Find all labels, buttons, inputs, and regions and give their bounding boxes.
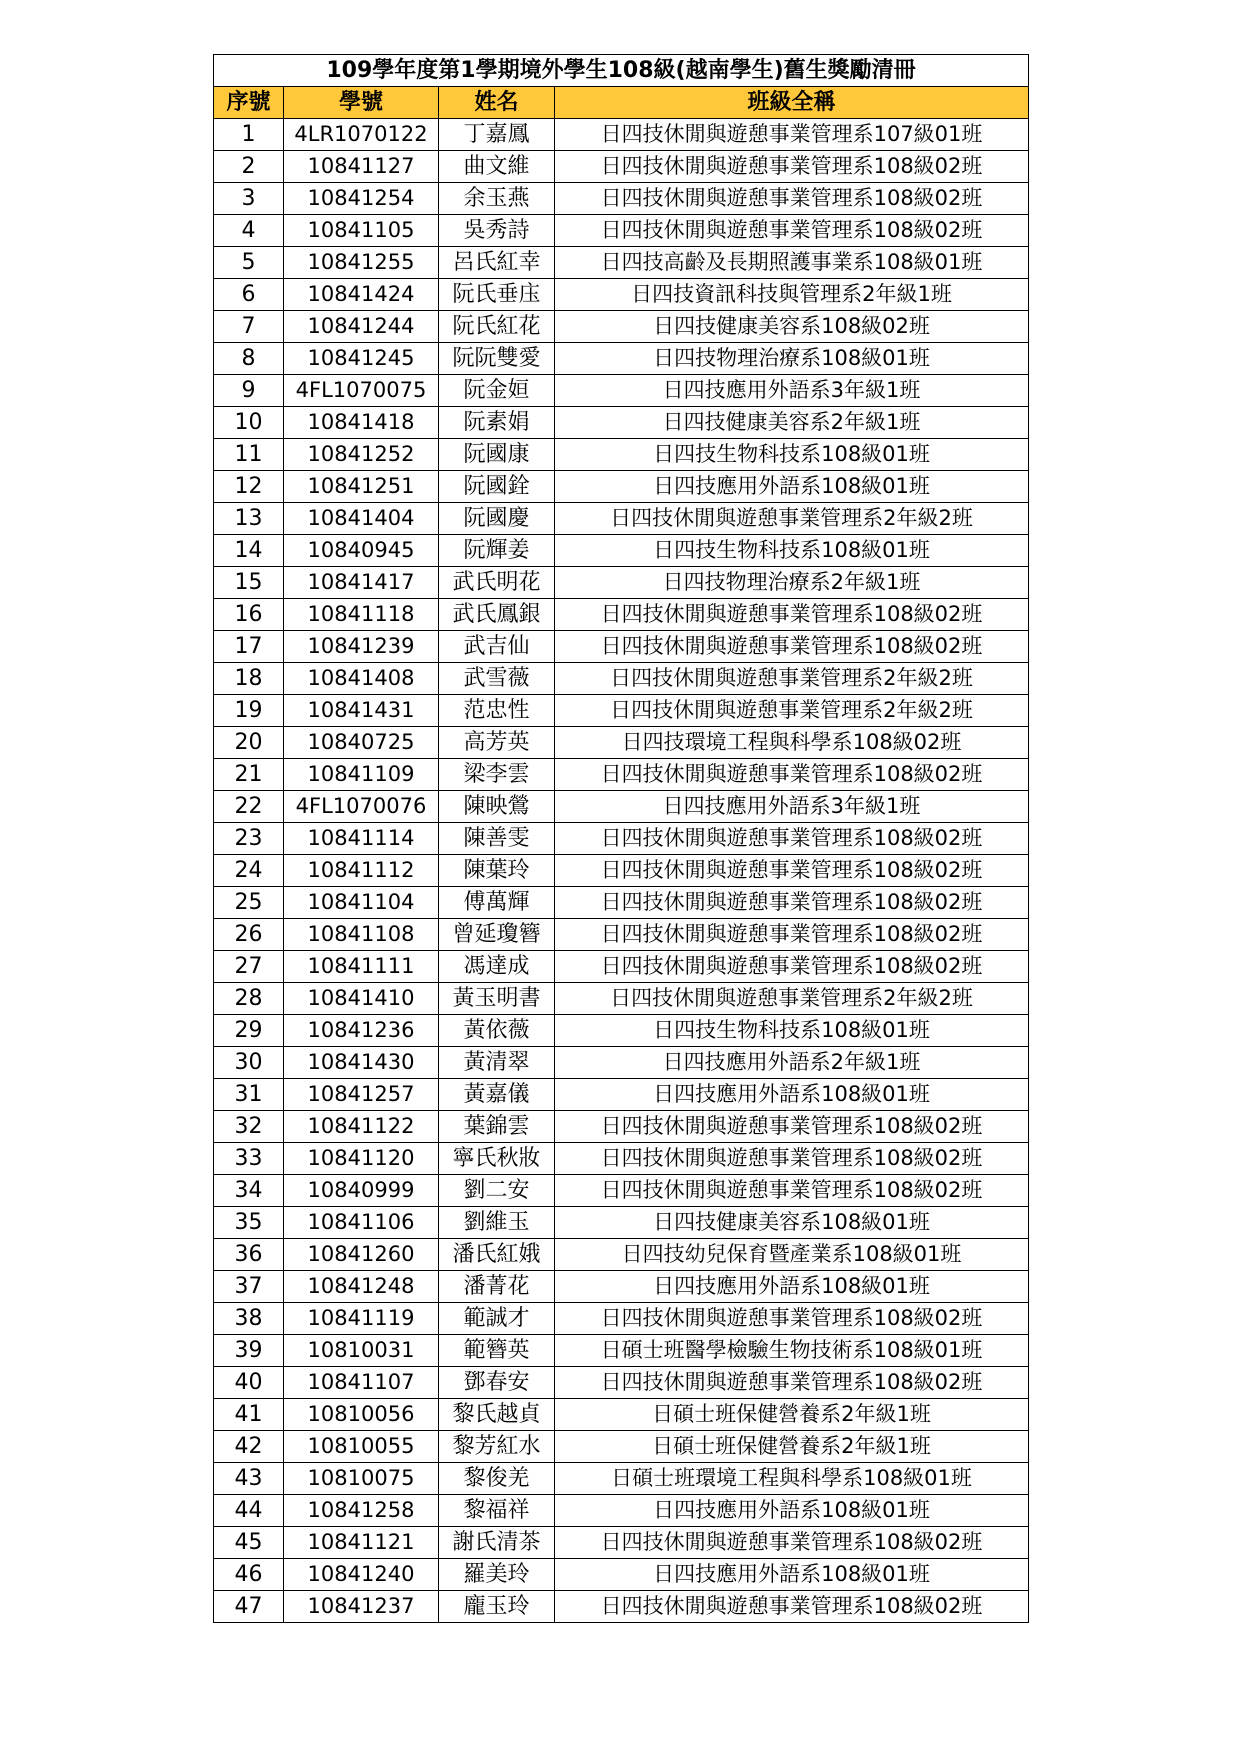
- seq-cell: 17: [214, 631, 284, 663]
- seq-cell: 25: [214, 887, 284, 919]
- student-id-cell: 10841106: [284, 1207, 439, 1239]
- seq-cell: 4: [214, 215, 284, 247]
- table-row: [214, 1143, 1029, 1175]
- seq-cell: 10: [214, 407, 284, 439]
- student-id-cell: 10841260: [284, 1239, 439, 1271]
- name-cell: 梁李雲: [439, 759, 555, 791]
- table-row: [214, 279, 1029, 311]
- student-id-cell: 10841119: [284, 1303, 439, 1335]
- class-cell: 日四技應用外語系108級01班: [555, 471, 1029, 503]
- student-id-cell: 10810075: [284, 1463, 439, 1495]
- student-id-cell: 4FL1070076: [284, 791, 439, 823]
- student-id-cell: 10841251: [284, 471, 439, 503]
- table-row: [214, 951, 1029, 983]
- seq-cell: 37: [214, 1271, 284, 1303]
- student-id-cell: 10841430: [284, 1047, 439, 1079]
- student-id-cell: 10841410: [284, 983, 439, 1015]
- name-cell: 黎芳紅水: [439, 1431, 555, 1463]
- student-id-cell: 10841121: [284, 1527, 439, 1559]
- header-student-id: 學號: [284, 87, 439, 119]
- class-cell: 日四技休閒與遊憩事業管理系108級02班: [555, 1527, 1029, 1559]
- table-row: [214, 695, 1029, 727]
- student-id-cell: 10841120: [284, 1143, 439, 1175]
- student-id-cell: 10841418: [284, 407, 439, 439]
- class-cell: 日四技休閒與遊憩事業管理系108級02班: [555, 183, 1029, 215]
- class-cell: 日四技環境工程與科學系108級02班: [555, 727, 1029, 759]
- class-cell: 日四技物理治療系108級01班: [555, 343, 1029, 375]
- seq-cell: 14: [214, 535, 284, 567]
- table-row: [214, 1399, 1029, 1431]
- class-cell: 日四技應用外語系3年級1班: [555, 791, 1029, 823]
- name-cell: 傅萬輝: [439, 887, 555, 919]
- seq-cell: 29: [214, 1015, 284, 1047]
- class-cell: 日四技休閒與遊憩事業管理系108級02班: [555, 151, 1029, 183]
- table-row: [214, 1175, 1029, 1207]
- seq-cell: 39: [214, 1335, 284, 1367]
- table-row: [214, 1079, 1029, 1111]
- class-cell: 日四技高齡及長期照護事業系108級01班: [555, 247, 1029, 279]
- table-row: [214, 1591, 1029, 1623]
- name-cell: 曲文維: [439, 151, 555, 183]
- table-row: [214, 247, 1029, 279]
- table-row: [214, 919, 1029, 951]
- seq-cell: 6: [214, 279, 284, 311]
- name-cell: 劉二安: [439, 1175, 555, 1207]
- class-cell: 日四技休閒與遊憩事業管理系2年級2班: [555, 663, 1029, 695]
- seq-cell: 21: [214, 759, 284, 791]
- class-cell: 日碩士班保健營養系2年級1班: [555, 1431, 1029, 1463]
- name-cell: 陳葉玲: [439, 855, 555, 887]
- name-cell: 呂氏紅幸: [439, 247, 555, 279]
- student-id-cell: 10841236: [284, 1015, 439, 1047]
- seq-cell: 38: [214, 1303, 284, 1335]
- seq-cell: 44: [214, 1495, 284, 1527]
- name-cell: 馮達成: [439, 951, 555, 983]
- name-cell: 潘氏紅娥: [439, 1239, 555, 1271]
- class-cell: 日四技休閒與遊憩事業管理系108級02班: [555, 919, 1029, 951]
- table-row: [214, 471, 1029, 503]
- document-title: 109學年度第1學期境外學生108級(越南學生)舊生獎勵清冊: [214, 55, 1029, 87]
- table-row: [214, 1015, 1029, 1047]
- name-cell: 範簪英: [439, 1335, 555, 1367]
- name-cell: 武氏明花: [439, 567, 555, 599]
- class-cell: 日四技休閒與遊憩事業管理系108級02班: [555, 1111, 1029, 1143]
- table-row: [214, 1463, 1029, 1495]
- student-id-cell: 10841257: [284, 1079, 439, 1111]
- seq-cell: 7: [214, 311, 284, 343]
- table-row: [214, 439, 1029, 471]
- seq-cell: 33: [214, 1143, 284, 1175]
- class-cell: 日四技應用外語系3年級1班: [555, 375, 1029, 407]
- name-cell: 黃清翠: [439, 1047, 555, 1079]
- table-row: [214, 887, 1029, 919]
- student-id-cell: 10841237: [284, 1591, 439, 1623]
- class-cell: 日四技休閒與遊憩事業管理系108級02班: [555, 1591, 1029, 1623]
- class-cell: 日四技休閒與遊憩事業管理系2年級2班: [555, 503, 1029, 535]
- name-cell: 曾延瓊簪: [439, 919, 555, 951]
- student-id-cell: 10810031: [284, 1335, 439, 1367]
- name-cell: 範誠才: [439, 1303, 555, 1335]
- student-id-cell: 10841258: [284, 1495, 439, 1527]
- name-cell: 丁嘉鳳: [439, 119, 555, 151]
- seq-cell: 3: [214, 183, 284, 215]
- table-row: [214, 631, 1029, 663]
- seq-cell: 5: [214, 247, 284, 279]
- table-row: [214, 1207, 1029, 1239]
- class-cell: 日四技休閒與遊憩事業管理系108級02班: [555, 599, 1029, 631]
- seq-cell: 47: [214, 1591, 284, 1623]
- seq-cell: 9: [214, 375, 284, 407]
- table-row: [214, 503, 1029, 535]
- class-cell: 日四技生物科技系108級01班: [555, 535, 1029, 567]
- seq-cell: 8: [214, 343, 284, 375]
- student-id-cell: 10841239: [284, 631, 439, 663]
- name-cell: 余玉燕: [439, 183, 555, 215]
- name-cell: 鄧春安: [439, 1367, 555, 1399]
- student-id-cell: 10810055: [284, 1431, 439, 1463]
- class-cell: 日四技幼兒保育暨產業系108級01班: [555, 1239, 1029, 1271]
- seq-cell: 34: [214, 1175, 284, 1207]
- name-cell: 阮氏垂庒: [439, 279, 555, 311]
- class-cell: 日四技休閒與遊憩事業管理系108級02班: [555, 855, 1029, 887]
- student-id-cell: 10841408: [284, 663, 439, 695]
- class-cell: 日四技生物科技系108級01班: [555, 439, 1029, 471]
- seq-cell: 46: [214, 1559, 284, 1591]
- seq-cell: 19: [214, 695, 284, 727]
- seq-cell: 1: [214, 119, 284, 151]
- class-cell: 日四技休閒與遊憩事業管理系108級02班: [555, 215, 1029, 247]
- class-cell: 日四技應用外語系108級01班: [555, 1079, 1029, 1111]
- name-cell: 謝氏清茶: [439, 1527, 555, 1559]
- student-id-cell: 10841112: [284, 855, 439, 887]
- name-cell: 阮阮雙愛: [439, 343, 555, 375]
- seq-cell: 35: [214, 1207, 284, 1239]
- student-id-cell: 10841254: [284, 183, 439, 215]
- class-cell: 日四技休閒與遊憩事業管理系108級02班: [555, 759, 1029, 791]
- seq-cell: 18: [214, 663, 284, 695]
- student-id-cell: 10841118: [284, 599, 439, 631]
- title-row: [214, 55, 1029, 87]
- student-id-cell: 10840999: [284, 1175, 439, 1207]
- class-cell: 日四技資訊科技與管理系2年級1班: [555, 279, 1029, 311]
- name-cell: 阮輝姜: [439, 535, 555, 567]
- student-id-cell: 10841404: [284, 503, 439, 535]
- student-id-cell: 10841417: [284, 567, 439, 599]
- seq-cell: 40: [214, 1367, 284, 1399]
- name-cell: 潘菁花: [439, 1271, 555, 1303]
- table-row: [214, 1303, 1029, 1335]
- student-id-cell: 10841255: [284, 247, 439, 279]
- table-row: [214, 343, 1029, 375]
- table-row: [214, 311, 1029, 343]
- name-cell: 阮氏紅花: [439, 311, 555, 343]
- class-cell: 日四技休閒與遊憩事業管理系108級02班: [555, 823, 1029, 855]
- table-row: [214, 983, 1029, 1015]
- student-id-cell: 10810056: [284, 1399, 439, 1431]
- name-cell: 武吉仙: [439, 631, 555, 663]
- table-row: [214, 759, 1029, 791]
- seq-cell: 20: [214, 727, 284, 759]
- seq-cell: 11: [214, 439, 284, 471]
- class-cell: 日四技生物科技系108級01班: [555, 1015, 1029, 1047]
- class-cell: 日四技休閒與遊憩事業管理系108級02班: [555, 1303, 1029, 1335]
- header-name: 姓名: [439, 87, 555, 119]
- roster-table: [213, 54, 1029, 1623]
- class-cell: 日碩士班環境工程與科學系108級01班: [555, 1463, 1029, 1495]
- table-row: [214, 599, 1029, 631]
- seq-cell: 22: [214, 791, 284, 823]
- table-row: [214, 1335, 1029, 1367]
- seq-cell: 31: [214, 1079, 284, 1111]
- table-row: [214, 151, 1029, 183]
- name-cell: 范忠性: [439, 695, 555, 727]
- student-id-cell: 10841107: [284, 1367, 439, 1399]
- name-cell: 葉錦雲: [439, 1111, 555, 1143]
- table-row: [214, 1527, 1029, 1559]
- name-cell: 陳映鶯: [439, 791, 555, 823]
- class-cell: 日四技休閒與遊憩事業管理系108級02班: [555, 1175, 1029, 1207]
- student-id-cell: 10841109: [284, 759, 439, 791]
- class-cell: 日四技休閒與遊憩事業管理系2年級2班: [555, 695, 1029, 727]
- name-cell: 黃玉明書: [439, 983, 555, 1015]
- class-cell: 日四技休閒與遊憩事業管理系108級02班: [555, 887, 1029, 919]
- header-class: 班級全稱: [555, 87, 1029, 119]
- class-cell: 日四技應用外語系108級01班: [555, 1495, 1029, 1527]
- seq-cell: 42: [214, 1431, 284, 1463]
- seq-cell: 15: [214, 567, 284, 599]
- name-cell: 武氏鳳銀: [439, 599, 555, 631]
- seq-cell: 41: [214, 1399, 284, 1431]
- class-cell: 日四技休閒與遊憩事業管理系108級02班: [555, 631, 1029, 663]
- seq-cell: 2: [214, 151, 284, 183]
- class-cell: 日四技應用外語系2年級1班: [555, 1047, 1029, 1079]
- class-cell: 日四技健康美容系2年級1班: [555, 407, 1029, 439]
- table-row: [214, 727, 1029, 759]
- student-id-cell: 10841431: [284, 695, 439, 727]
- student-id-cell: 4LR1070122: [284, 119, 439, 151]
- table-row: [214, 375, 1029, 407]
- table-row: [214, 407, 1029, 439]
- class-cell: 日碩士班保健營養系2年級1班: [555, 1399, 1029, 1431]
- class-cell: 日四技應用外語系108級01班: [555, 1271, 1029, 1303]
- name-cell: 龐玉玲: [439, 1591, 555, 1623]
- name-cell: 黎氏越貞: [439, 1399, 555, 1431]
- student-id-cell: 10841122: [284, 1111, 439, 1143]
- name-cell: 高芳英: [439, 727, 555, 759]
- name-cell: 吳秀詩: [439, 215, 555, 247]
- class-cell: 日四技休閒與遊憩事業管理系108級02班: [555, 1143, 1029, 1175]
- table-body: [214, 119, 1029, 1623]
- seq-cell: 26: [214, 919, 284, 951]
- class-cell: 日四技休閒與遊憩事業管理系108級02班: [555, 1367, 1029, 1399]
- student-id-cell: 10841245: [284, 343, 439, 375]
- table-row: [214, 1431, 1029, 1463]
- name-cell: 阮素娟: [439, 407, 555, 439]
- seq-cell: 43: [214, 1463, 284, 1495]
- seq-cell: 28: [214, 983, 284, 1015]
- class-cell: 日四技物理治療系2年級1班: [555, 567, 1029, 599]
- table-row: [214, 535, 1029, 567]
- table-row: [214, 1239, 1029, 1271]
- table-row: [214, 567, 1029, 599]
- class-cell: 日四技休閒與遊憩事業管理系107級01班: [555, 119, 1029, 151]
- name-cell: 阮金姮: [439, 375, 555, 407]
- class-cell: 日四技健康美容系108級01班: [555, 1207, 1029, 1239]
- student-id-cell: 10841252: [284, 439, 439, 471]
- name-cell: 劉維玉: [439, 1207, 555, 1239]
- name-cell: 寧氏秋妝: [439, 1143, 555, 1175]
- name-cell: 阮國康: [439, 439, 555, 471]
- name-cell: 黃依薇: [439, 1015, 555, 1047]
- table-row: [214, 183, 1029, 215]
- name-cell: 羅美玲: [439, 1559, 555, 1591]
- seq-cell: 27: [214, 951, 284, 983]
- student-id-cell: 10841424: [284, 279, 439, 311]
- table-row: [214, 1047, 1029, 1079]
- name-cell: 阮國慶: [439, 503, 555, 535]
- table-row: [214, 823, 1029, 855]
- table-row: [214, 663, 1029, 695]
- seq-cell: 30: [214, 1047, 284, 1079]
- table-row: [214, 791, 1029, 823]
- class-cell: 日四技應用外語系108級01班: [555, 1559, 1029, 1591]
- name-cell: 武雪薇: [439, 663, 555, 695]
- name-cell: 黃嘉儀: [439, 1079, 555, 1111]
- class-cell: 日四技健康美容系108級02班: [555, 311, 1029, 343]
- table-row: [214, 1367, 1029, 1399]
- class-cell: 日四技休閒與遊憩事業管理系108級02班: [555, 951, 1029, 983]
- student-id-cell: 10841248: [284, 1271, 439, 1303]
- seq-cell: 45: [214, 1527, 284, 1559]
- header-seq: 序號: [214, 87, 284, 119]
- student-id-cell: 10841104: [284, 887, 439, 919]
- student-id-cell: 10841105: [284, 215, 439, 247]
- student-id-cell: 10841244: [284, 311, 439, 343]
- seq-cell: 23: [214, 823, 284, 855]
- seq-cell: 24: [214, 855, 284, 887]
- seq-cell: 16: [214, 599, 284, 631]
- student-id-cell: 10841108: [284, 919, 439, 951]
- table-row: [214, 119, 1029, 151]
- seq-cell: 32: [214, 1111, 284, 1143]
- student-id-cell: 10841127: [284, 151, 439, 183]
- name-cell: 陳善雯: [439, 823, 555, 855]
- table-row: [214, 855, 1029, 887]
- class-cell: 日碩士班醫學檢驗生物技術系108級01班: [555, 1335, 1029, 1367]
- seq-cell: 36: [214, 1239, 284, 1271]
- table-row: [214, 1495, 1029, 1527]
- student-id-cell: 4FL1070075: [284, 375, 439, 407]
- table-row: [214, 215, 1029, 247]
- student-id-cell: 10840945: [284, 535, 439, 567]
- student-id-cell: 10841111: [284, 951, 439, 983]
- table-row: [214, 1111, 1029, 1143]
- name-cell: 黎俊羌: [439, 1463, 555, 1495]
- student-id-cell: 10841240: [284, 1559, 439, 1591]
- header-row: [214, 87, 1029, 119]
- table-row: [214, 1559, 1029, 1591]
- seq-cell: 13: [214, 503, 284, 535]
- class-cell: 日四技休閒與遊憩事業管理系2年級2班: [555, 983, 1029, 1015]
- name-cell: 阮國銓: [439, 471, 555, 503]
- name-cell: 黎福祥: [439, 1495, 555, 1527]
- student-id-cell: 10840725: [284, 727, 439, 759]
- table-row: [214, 1271, 1029, 1303]
- seq-cell: 12: [214, 471, 284, 503]
- student-id-cell: 10841114: [284, 823, 439, 855]
